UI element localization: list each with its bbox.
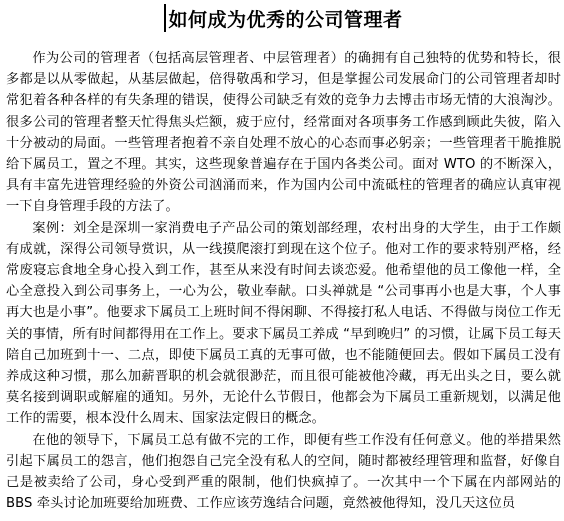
body-paragraph-1: 作为公司的管理者（包括高层管理者、中层管理者）的确拥有自己独特的优势和特长，很多都是以从零做起，从基层做起，倍得敬禹和学习，但是掌握公司发展命门的公司管理者却时常犯着各种各样的有失条理的错误，使得公司缺乏有效的竞争力去博击市场无情的大浪淘沙。很多公司的管理者整天忙得焦头烂额，疲于应付，经常面对各项事务工作感到顾此失彼，陷入十分被动的局面。一些管理者抱着不亲自处理不放心的心态而事必躬亲；一些管理者干脆推脱给下属员工，置之不理。其实，这些现象普遍存在于国内各类公司。面对 WTO 的不断深入，具有丰富先进管理经验的外资公司汹涌而来，作为国内公司中流砥柱的管理者的确应认真审视一下自身管理手段的方法了。	[6, 51, 561, 215]
body-paragraph-2: 案例：刘全是深圳一家消费电子产品公司的策划部经理，农村出身的大学生，由于工作颇有成就，深得公司领导赏识，从一线摸爬滚打到现在这个位子。他对工作的要求特别严格，经常废寝忘食地全身心投入到工作，甚至从来没有时间去谈恋爱。他希望他的员工像他一样，全心全意投入到公司事务上，一心为公，敬业奉献。口头禅就是 “公司事再小也是大事，个人事再大也是小事”。他要求下属员工上班时间不得闲聊、不得接打私人电话、不得做与岗位工作无关的事情，所有时间都得用在工作上。要求下属员工养成 “早到晚归” 的习惯，让属下员工每天陪自己加班到十一、二点，即使下属员工真的无事可做，也不能随便回去。假如下属员工没有养成这种习惯，那么加薪晋职的机会就很渺茫，而且很可能被他冷藏，再无出头之日，要么就莫名接到调职或解雇的通知。另外，无论什么节假日，他都会为下属员工重新规划，以满足他工作的需要，根本没什么周末、国家法定假日的概念。	[6, 220, 561, 427]
article-title: 如何成为优秀的公司管理者	[168, 9, 403, 31]
title-row	[6, 0, 561, 48]
body-paragraph-3: 在他的领导下，下属员工总有做不完的工作，即便有些工作没有任何意义。他的举措果然引起下属员工的怨言，他们抱怨自己完全没有私人的空间，随时都被经理管理和监督，好像自己是被卖给了公司，身心受到严重的限制，他们快疯掉了。一次其中一个下属在内部网站的 BBS 牵头讨论加班要给加班费、工作应该劳逸结合问题，竟然被他得知，没几天这位员	[6, 432, 561, 512]
text-cursor	[164, 4, 166, 32]
